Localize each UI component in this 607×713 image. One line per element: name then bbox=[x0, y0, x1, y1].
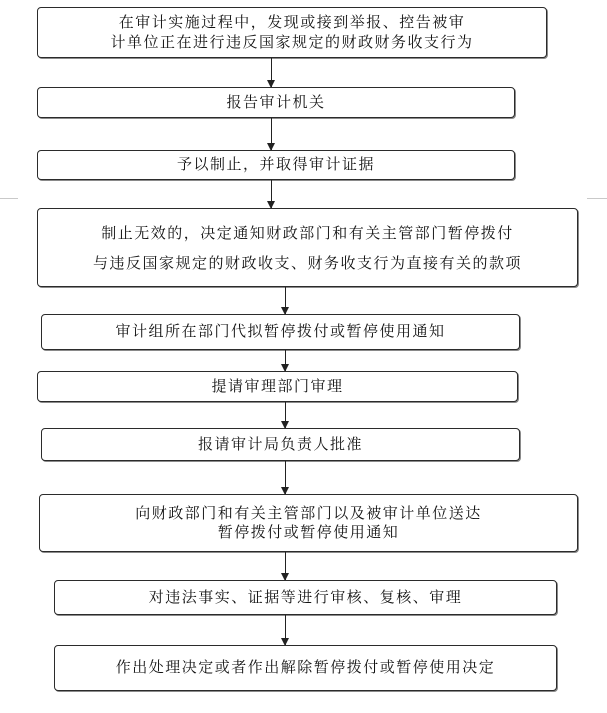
flow-arrow-3-4 bbox=[271, 180, 272, 208]
flow-step-2-report bbox=[37, 87, 515, 118]
flow-step-3-stop-and-collect-evidence bbox=[37, 150, 515, 180]
flow-step-4-line-2: 与违反国家规定的财政收支、财务收支行为直接有关的款项 bbox=[92, 253, 522, 272]
flow-step-5-draft-notice bbox=[41, 314, 520, 350]
flow-step-1-line-1: 在审计实施过程中，发现或接到举报、控告被审 bbox=[118, 13, 466, 32]
flow-step-4-notify-suspend-funds bbox=[37, 208, 578, 287]
flow-step-10-decision bbox=[54, 645, 557, 691]
flow-step-4-line-1: 制止无效的，决定通知财政部门和有关主管部门暂停拨付 bbox=[101, 223, 514, 242]
flow-step-10-line-1: 作出处理决定或者作出解除暂停拨付或暂停使用决定 bbox=[115, 658, 496, 677]
flow-step-6-review-request bbox=[37, 371, 518, 402]
flow-step-3-line-1: 予以制止，并取得审计证据 bbox=[176, 155, 375, 174]
flow-arrow-2-3 bbox=[271, 118, 272, 150]
flow-arrow-1-2 bbox=[271, 58, 272, 87]
page-guide-right bbox=[587, 198, 607, 199]
flow-step-7-approval bbox=[41, 428, 520, 461]
flow-step-9-line-1: 对违法事实、证据等进行审核、复核、审理 bbox=[148, 587, 463, 606]
flow-arrow-8-9 bbox=[285, 552, 286, 580]
flow-step-1-detect-violation bbox=[37, 7, 547, 58]
flow-arrow-5-6 bbox=[285, 350, 286, 371]
flow-arrow-6-7 bbox=[285, 402, 286, 428]
flow-step-1-line-2: 计单位正在进行违反国家规定的财政财务收支行为 bbox=[110, 32, 474, 51]
flow-step-9-verify-review bbox=[54, 580, 557, 615]
flow-step-8-line-2: 暂停拨付或暂停使用通知 bbox=[217, 523, 400, 541]
flow-step-8-line-1: 向财政部门和有关主管部门以及被审计单位送达 bbox=[135, 503, 482, 522]
flow-arrow-9-10 bbox=[285, 615, 286, 645]
flow-step-7-line-1: 报请审计局负责人批准 bbox=[197, 434, 363, 453]
page-guide-left bbox=[0, 198, 18, 199]
flow-step-6-line-1: 提请审理部门审理 bbox=[211, 376, 344, 395]
flow-step-5-line-1: 审计组所在部门代拟暂停拨付或暂停使用通知 bbox=[115, 322, 446, 341]
flow-arrow-7-8 bbox=[285, 461, 286, 494]
flow-step-2-line-1: 报告审计机关 bbox=[226, 92, 326, 111]
flow-arrow-4-5 bbox=[285, 287, 286, 314]
flow-step-8-deliver-notice bbox=[39, 494, 578, 552]
